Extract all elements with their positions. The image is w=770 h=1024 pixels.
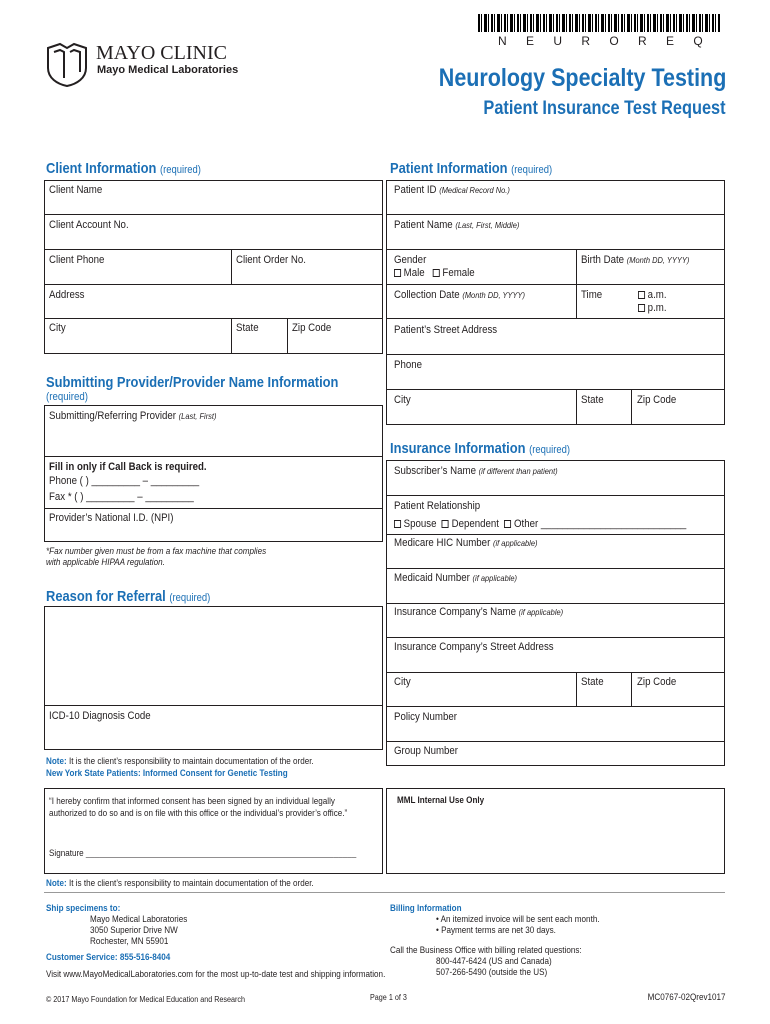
page-title: Neurology Specialty Testing [438, 64, 726, 92]
insurance-heading: Insurance Information (required) [390, 440, 571, 457]
birth-date-field[interactable]: Birth Date (Month DD, YYYY) [581, 254, 690, 266]
footer-note: Note: It is the client’s responsibility to maintain documentation of the order. [46, 878, 314, 888]
signature-field[interactable]: Signature ____________________________________________________________ [49, 848, 357, 858]
male-checkbox[interactable] [394, 269, 401, 277]
callback-fax-field[interactable]: Fax * ( ) _________ – _________ [49, 491, 194, 503]
callback-label: Fill in only if Call Back is required. [49, 461, 207, 473]
ship-address-line1: Mayo Medical Laboratories [90, 914, 188, 924]
billing-line2: • Payment terms are net 30 days. [436, 925, 556, 935]
am-checkbox[interactable] [638, 291, 645, 299]
client-account-field[interactable]: Client Account No. [49, 219, 129, 231]
page-subtitle: Patient Insurance Test Request [483, 98, 726, 119]
pm-option: p.m. [638, 302, 667, 314]
icd10-field[interactable]: ICD-10 Diagnosis Code [49, 710, 151, 722]
referral-heading: Reason for Referral (required) [46, 588, 211, 605]
relationship-options: Spouse Dependent Other ___________________________ [394, 518, 686, 530]
patient-heading: Patient Information (required) [390, 160, 553, 177]
ship-label: Ship specimens to: [46, 903, 121, 913]
npi-field[interactable]: Provider’s National I.D. (NPI) [49, 512, 174, 524]
patient-phone-field[interactable]: Phone [394, 359, 422, 371]
client-city-field[interactable]: City [49, 322, 66, 334]
customer-service: Customer Service: 855-516-8404 [46, 952, 171, 962]
fax-note-line1: *Fax number given must be from a fax machine that complies [46, 546, 267, 556]
client-order-field[interactable]: Client Order No. [236, 254, 306, 266]
spouse-checkbox[interactable] [394, 520, 401, 528]
visit-website: Visit www.MayoMedicalLaboratories.com for the most up-to-date test and shipping information. [46, 969, 386, 979]
client-name-field[interactable]: Client Name [49, 184, 103, 196]
provider-heading: Submitting Provider/Provider Name Information [46, 374, 339, 391]
client-address-field[interactable]: Address [49, 289, 85, 301]
logo-name: MAYO CLINIC [96, 42, 227, 64]
referral-reason-field[interactable] [44, 606, 383, 750]
female-checkbox[interactable] [433, 269, 440, 277]
relationship-label: Patient Relationship [394, 500, 481, 512]
client-state-field[interactable]: State [236, 322, 259, 334]
billing-label: Billing Information [390, 903, 462, 913]
page-number: Page 1 of 3 [370, 993, 407, 1002]
billing-line1: • An itemized invoice will be sent each month. [436, 914, 600, 924]
client-heading: Client Information (required) [46, 160, 201, 177]
referring-provider-field[interactable]: Submitting/Referring Provider (Last, First) [49, 410, 217, 422]
ship-address-line3: Rochester, MN 55901 [90, 936, 169, 946]
pm-checkbox[interactable] [638, 304, 645, 312]
medicare-field[interactable]: Medicare HIC Number (if applicable) [394, 537, 538, 549]
patient-id-field[interactable]: Patient ID (Medical Record No.) [394, 184, 510, 196]
other-checkbox[interactable] [504, 520, 511, 528]
copyright: © 2017 Mayo Foundation for Medical Education and Research [46, 995, 246, 1004]
ship-address-line2: 3050 Superior Drive NW [90, 925, 178, 935]
logo-subname: Mayo Medical Laboratories [97, 64, 239, 76]
patient-state-field[interactable]: State [581, 394, 604, 406]
insurance-city-field[interactable]: City [394, 676, 411, 688]
client-info-box [44, 180, 383, 354]
patient-zip-field[interactable]: Zip Code [637, 394, 677, 406]
billing-phone1: 800-447-6424 (US and Canada) [436, 956, 552, 966]
insurance-company-field[interactable]: Insurance Company’s Name (if applicable) [394, 606, 564, 618]
mayo-logo [44, 42, 264, 88]
subscriber-name-field[interactable]: Subscriber’s Name (if different than patient) [394, 465, 558, 477]
insurance-state-field[interactable]: State [581, 676, 604, 688]
am-option: a.m. [638, 289, 667, 301]
provider-required: (required) [46, 391, 88, 403]
patient-city-field[interactable]: City [394, 394, 411, 406]
gender-options: Male Female [394, 267, 475, 279]
insurance-zip-field[interactable]: Zip Code [637, 676, 677, 688]
ny-consent-heading: New York State Patients: Informed Consent for Genetic Testing [46, 768, 288, 778]
collection-date-field[interactable]: Collection Date (Month DD, YYYY) [394, 289, 525, 301]
patient-name-field[interactable]: Patient Name (Last, First, Middle) [394, 219, 520, 231]
group-number-field[interactable]: Group Number [394, 745, 459, 757]
client-phone-field[interactable]: Client Phone [49, 254, 105, 266]
consent-text-line2: authorized to do so and is on file with this office or the individual’s provider’s office.” [49, 808, 348, 818]
referral-note: Note: It is the client’s responsibility to maintain documentation of the order. [46, 756, 314, 766]
billing-phone2: 507-266-5490 (outside the US) [436, 967, 548, 977]
policy-number-field[interactable]: Policy Number [394, 711, 457, 723]
fax-note-line2: with applicable HIPAA regulation. [46, 557, 165, 567]
barcode [478, 14, 720, 32]
mml-internal-label: MML Internal Use Only [397, 795, 485, 805]
gender-label: Gender [394, 254, 427, 266]
medicaid-field[interactable]: Medicaid Number (if applicable) [394, 572, 518, 584]
patient-street-field[interactable]: Patient’s Street Address [394, 324, 498, 336]
time-label: Time [581, 289, 603, 301]
consent-text-line1: “I hereby confirm that informed consent has been signed by an individual legally [49, 796, 335, 806]
billing-call: Call the Business Office with billing related questions: [390, 945, 582, 955]
callback-phone-field[interactable]: Phone ( ) _________ – _________ [49, 475, 200, 487]
insurance-street-field[interactable]: Insurance Company’s Street Address [394, 641, 554, 653]
barcode-text: N E U R O R E Q [498, 34, 711, 48]
client-zip-field[interactable]: Zip Code [292, 322, 332, 334]
form-id: MC0767-02Qrev1017 [648, 992, 726, 1002]
mayo-shield-icon [44, 42, 90, 88]
dependent-checkbox[interactable] [442, 520, 449, 528]
